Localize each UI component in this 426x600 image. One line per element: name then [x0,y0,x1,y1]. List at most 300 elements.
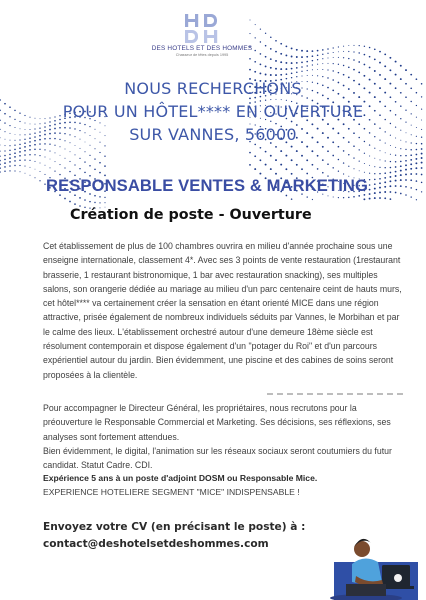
decorative-dot [410,149,412,151]
decorative-dot [348,197,350,199]
decorative-dot [338,64,339,65]
decorative-dot [270,58,272,60]
decorative-dot [405,169,407,171]
decorative-dot [14,165,15,166]
decorative-dot [254,50,256,52]
decorative-dot [390,167,392,169]
decorative-dot [400,118,401,119]
decorative-dot [0,151,1,152]
decorative-dot [44,174,45,175]
decorative-dot [400,78,402,80]
decorative-dot [317,55,319,57]
decorative-dot [312,199,313,200]
decorative-dot [379,178,381,180]
decorative-dot [421,109,422,110]
decorative-dot [421,153,423,155]
decorative-dot [285,54,287,56]
contact-email-link[interactable]: contact@deshotelsetdeshommes.com [43,538,269,550]
decorative-dot [353,168,354,169]
decorative-dot [311,150,313,152]
decorative-dot [84,151,85,152]
decorative-dot [374,48,376,50]
decorative-dot [275,74,277,76]
decorative-dot [14,127,15,128]
decorative-dot [400,161,402,163]
decorative-dot [390,172,392,174]
decorative-dot [285,62,287,64]
decorative-dot [358,52,359,53]
decorative-dot [9,150,10,151]
decorative-dot [94,169,96,171]
decorative-dot [389,69,391,71]
decorative-dot [343,57,344,58]
decorative-dot [306,173,308,175]
decorative-dot [410,168,412,170]
headline-line-1: NOUS RECHERCHONS [124,79,302,98]
decorative-dot [69,201,71,203]
decorative-dot [260,28,261,29]
decorative-dot [270,155,272,157]
logo-tagline: Chasseur de têtes depuis 1995 [175,53,229,57]
decorative-dot [25,173,26,174]
decorative-dot [343,197,344,198]
decorative-dot [333,57,334,58]
decorative-dot [29,160,30,161]
decorative-dot [49,151,50,152]
decorative-dot [317,69,318,70]
decorative-dot [327,48,329,50]
decorative-dot [24,146,26,148]
decorative-dot [270,36,272,38]
decorative-dot [364,163,365,164]
decorative-dot [69,161,70,162]
decorative-dot [306,159,308,161]
decorative-dot [410,101,411,102]
decorative-dot [0,109,1,111]
decorative-dot [322,58,323,59]
decorative-dot [400,105,402,107]
decorative-dot [343,162,344,163]
decorative-dot [317,50,319,52]
decorative-dot [291,72,293,74]
decorative-dot [405,83,407,85]
headline-line-2: POUR UN HÔTEL**** EN OUVERTURE [62,102,364,121]
decorative-dot [291,173,293,175]
decorative-dot [312,64,313,65]
decorative-dot [265,74,267,76]
decorative-dot [389,176,391,178]
decorative-dot [353,51,354,52]
decorative-dot [379,150,380,151]
decorative-dot [390,96,392,98]
decorative-dot [369,189,371,191]
decorative-dot [384,167,385,168]
job-title: RESPONSABLE VENTES & MARKETING [46,176,368,195]
decorative-dot [410,159,412,161]
decorative-dot [254,71,256,73]
decorative-dot [24,154,26,156]
decorative-dot [49,167,50,168]
decorative-dot [317,168,319,170]
decorative-dot [374,179,376,181]
decorative-dot [4,145,5,146]
decorative-dot [301,62,303,64]
decorative-dot [338,159,340,161]
decorative-dot [104,155,105,156]
decorative-dot [416,189,417,190]
decorative-dot [99,172,101,174]
decorative-dot [405,194,407,196]
decorative-dot [332,155,334,157]
decorative-dot [395,126,396,127]
decorative-dot [99,152,100,153]
decorative-dot [301,71,302,72]
decorative-dot [405,110,406,111]
decorative-dot [379,74,381,76]
decorative-dot [322,54,323,55]
headline [40,77,386,146]
decorative-dot [79,158,80,159]
decorative-dot [35,124,36,125]
decorative-dot [353,59,355,61]
decorative-dot [79,168,80,169]
decorative-dot [416,78,418,80]
decorative-dot [74,203,76,205]
decorative-dot [19,112,20,113]
decorative-dot [400,170,402,172]
decorative-dot [369,184,371,186]
decorative-dot [338,146,340,148]
decorative-dot [24,122,25,123]
decorative-dot [301,66,303,68]
decorative-dot [14,170,15,171]
decorative-dot [405,179,407,181]
decorative-dot [416,117,417,118]
decorative-dot [34,154,35,155]
decorative-dot [29,154,30,155]
decorative-dot [0,137,1,138]
decorative-dot [280,53,282,55]
decorative-dot [296,67,298,69]
decorative-dot [39,155,40,156]
decorative-dot [45,165,46,166]
decorative-dot [389,180,391,182]
decorative-dot [29,145,31,147]
decorative-dot [255,37,256,38]
decorative-dot [104,202,105,203]
decorative-dot [312,60,314,62]
decorative-dot [395,175,397,177]
decorative-dot [332,167,333,168]
decorative-dot [421,157,423,159]
decorative-dot [421,191,422,192]
decorative-dot [9,165,11,167]
decorative-dot [374,183,376,185]
decorative-dot [379,173,381,175]
decorative-dot [4,166,6,168]
decorative-dot [19,151,21,153]
decorative-dot [322,69,323,70]
decorative-dot [0,164,1,166]
decorative-dot [317,155,319,157]
decorative-dot [291,159,293,161]
decorative-dot [359,161,360,162]
decorative-dot [384,172,386,174]
decorative-dot [19,144,21,146]
decorative-dot [19,155,21,157]
decorative-dot [411,113,412,114]
decorative-dot [39,180,40,181]
decorative-dot [14,149,16,151]
decorative-dot [291,62,293,64]
decorative-dot [0,155,1,156]
decorative-dot [265,33,266,34]
decorative-dot [410,87,412,89]
decorative-dot [24,150,26,152]
decorative-dot [312,75,313,76]
decorative-dot [74,164,75,165]
decorative-dot [400,185,402,187]
decorative-dot [416,136,417,137]
decorative-dot [374,70,376,72]
decorative-dot [405,122,406,123]
decorative-dot [374,197,376,199]
decorative-dot [249,152,251,154]
decorative-dot [30,167,31,168]
decorative-dot [415,158,417,160]
decorative-dot [338,197,339,198]
decorative-dot [410,179,412,181]
role-description: Pour accompagner le Directeur Général, les propriétaires, nous recrutons pour la préouverture le Responsable Commercial et Marketing. Ses décisions, ses réflexions, ses analyses sont fortement attendues. [43,403,391,442]
decorative-dot [296,164,298,166]
decorative-dot [333,47,334,48]
decorative-dot [359,45,360,46]
decorative-dot [405,141,406,142]
decorative-dot [4,162,6,164]
decorative-dot [353,196,355,198]
decorative-dot [379,191,381,193]
decorative-dot [19,171,20,172]
decorative-dot [259,173,261,175]
decorative-dot [19,165,20,166]
decorative-dot [14,160,16,162]
decorative-dot [29,141,31,143]
decorative-dot [322,49,324,51]
decorative-dot [29,129,30,130]
decorative-dot [291,56,293,58]
decorative-dot [410,163,412,165]
decorative-dot [286,73,288,75]
decorative-dot [400,65,402,67]
decorative-dot [416,143,417,144]
decorative-dot [94,148,95,149]
decorative-dot [338,51,339,52]
decorative-dot [405,173,407,175]
decorative-dot [385,152,386,153]
decorative-dot [260,41,261,42]
decorative-dot [328,63,329,64]
decorative-dot [312,69,313,70]
decorative-dot [390,161,391,162]
decorative-dot [421,182,423,184]
decorative-dot [395,180,397,182]
decorative-dot [285,45,287,47]
decorative-dot [348,154,349,155]
decorative-dot [89,155,90,156]
decorative-dot [307,75,308,76]
decorative-dot [4,159,6,161]
decorative-dot [333,52,334,53]
decorative-dot [395,114,396,115]
decorative-dot [306,61,308,63]
decorative-dot [4,122,5,123]
decorative-dot [59,146,60,147]
decorative-dot [379,159,380,160]
decorative-dot [395,192,397,194]
decorative-dot [416,105,417,106]
decorative-dot [416,127,417,128]
decorative-dot [9,161,11,163]
decorative-dot [369,193,371,195]
decorative-dot [0,160,1,162]
decorative-dot [364,153,365,154]
decorative-dot [0,99,1,101]
decorative-dot [99,196,100,197]
decorative-dot [35,118,36,119]
decorative-dot [400,92,402,94]
decorative-dot [259,72,261,74]
decorative-dot [333,70,334,71]
decorative-dot [254,61,256,63]
decorative-dot [416,180,418,182]
decorative-dot [379,197,381,199]
decorative-dot [358,72,360,74]
decorative-dot [39,149,40,150]
decorative-dot [44,156,45,157]
decorative-dot [364,172,365,173]
decorative-dot [421,162,423,164]
decorative-dot [389,185,391,187]
decorative-dot [30,175,31,176]
decorative-dot [390,145,391,146]
decorative-dot [24,115,25,116]
decorative-dot [0,129,1,130]
decorative-dot [322,63,323,64]
decorative-dot [358,61,360,63]
decorative-dot [421,167,423,169]
decorative-dot [343,74,345,76]
decorative-dot [379,51,381,53]
decorative-dot [405,155,407,157]
decorative-dot [40,171,41,172]
decorative-dot [24,159,25,160]
headline-line-3: SUR VANNES, 56000 [129,125,297,144]
decorative-dot [369,67,371,69]
decorative-dot [363,198,365,200]
decorative-dot [5,139,6,140]
decorative-dot [395,87,397,89]
decorative-dot [80,148,81,149]
decorative-dot [395,74,397,76]
decorative-dot [79,197,81,199]
decorative-dot [395,171,397,173]
decorative-dot [260,53,262,55]
decorative-dot [327,150,329,152]
decorative-dot [280,150,282,152]
decorative-dot [265,164,267,166]
decorative-dot [322,146,324,148]
decorative-dot [410,154,412,156]
decorative-dot [55,152,56,153]
decorative-dot [390,154,391,155]
decorative-dot [275,146,277,148]
decorative-dot [379,187,381,189]
decorative-dot [400,174,402,176]
decorative-dot [301,56,303,58]
cta-line: Envoyez votre CV (en précisant le poste) à : [43,521,306,533]
decorative-dot [285,68,287,70]
decorative-dot [384,177,386,179]
decorative-dot [405,160,407,162]
decorative-dot [29,117,30,118]
decorative-dot [364,46,365,47]
decorative-dot [280,68,282,70]
decorative-dot [70,151,71,152]
decorative-dot [400,148,401,149]
decorative-dot [255,24,256,25]
decorative-dot [94,158,95,159]
decorative-dot [249,58,251,60]
decorative-dot [374,166,375,167]
decorative-dot [24,166,25,167]
person-at-laptop-illustration-icon [326,518,418,600]
decorative-dot [265,56,267,58]
decorative-dot [400,193,402,195]
decorative-dot [395,61,397,63]
decorative-dot [301,50,303,52]
decorative-dot [104,197,105,198]
decorative-dot [312,164,314,166]
decorative-dot [64,198,66,200]
decorative-dot [410,74,412,76]
decorative-dot [9,125,10,126]
decorative-dot [405,96,407,98]
decorative-dot [0,167,1,169]
decorative-dot [254,168,256,170]
decorative-dot [4,131,5,132]
decorative-dot [400,140,401,141]
decorative-dot [317,59,318,60]
decorative-dot [285,155,287,157]
decorative-dot [14,119,15,120]
decorative-dot [4,103,6,105]
decorative-dot [59,164,60,165]
decorative-dot [395,101,397,103]
decorative-dot [379,62,381,64]
decorative-dot [296,62,298,64]
decorative-dot [327,53,328,54]
decorative-dot [384,191,386,193]
decorative-dot [416,154,418,156]
decorative-dot [14,145,15,146]
decorative-dot [406,132,407,133]
decorative-dot [275,60,277,62]
decorative-dot [379,167,380,168]
decorative-dot [395,166,397,168]
decorative-dot [400,179,402,181]
decorative-dot [301,155,303,157]
decorative-dot [270,48,272,50]
